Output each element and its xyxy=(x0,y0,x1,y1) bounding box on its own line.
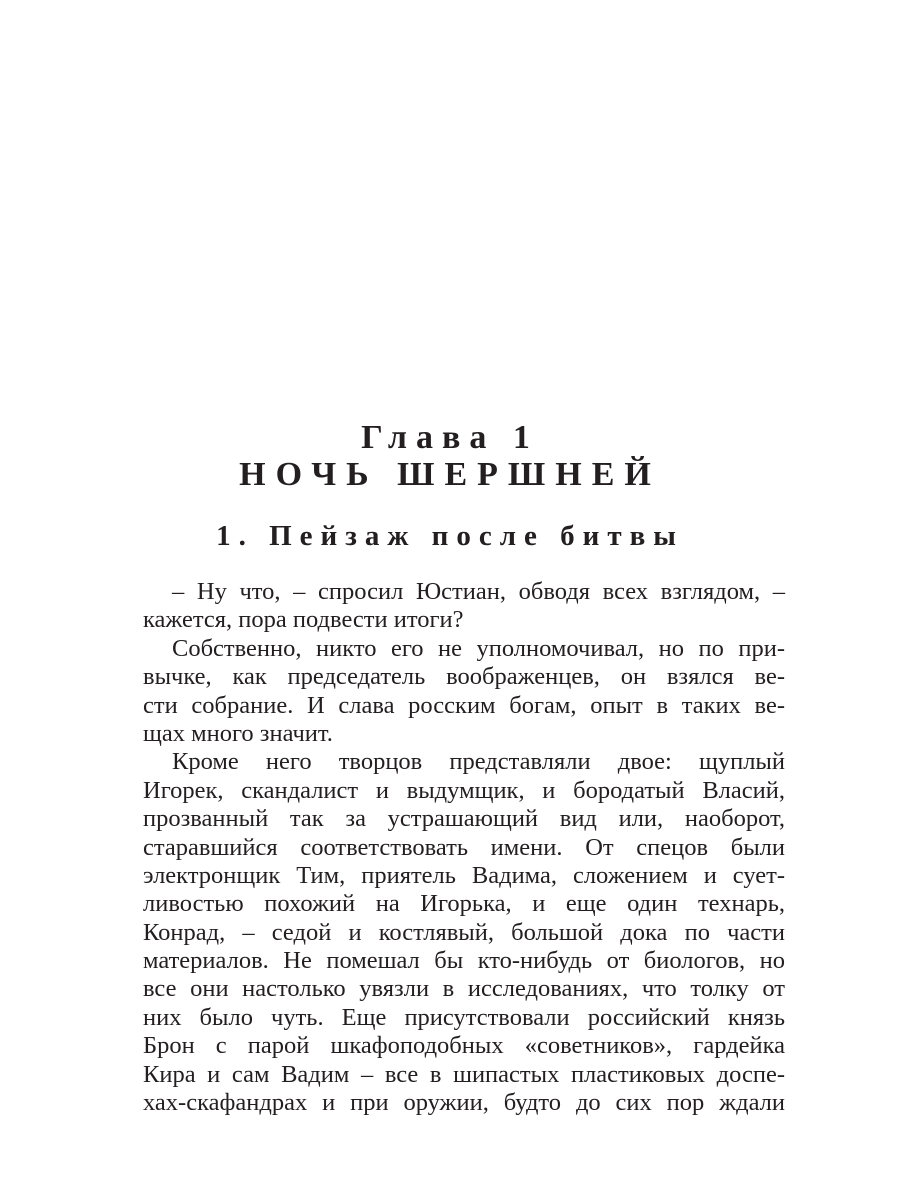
text-line: прозванный так за устрашающий вид или, наоборот, xyxy=(143,805,785,833)
text-line: электронщик Тим, приятель Вадима, сложением и сует- xyxy=(143,861,785,889)
text-line: кажется, пора подвести итоги? xyxy=(143,606,464,634)
text-line: Конрад, – седой и костлявый, большой дока по части xyxy=(143,918,785,946)
text-line: старавшийся соответствовать имени. От спецов были xyxy=(143,833,785,861)
chapter-title: НОЧЬ ШЕРШНЕЙ xyxy=(239,456,661,493)
text-line: материалов. Не помешал бы кто-нибудь от биологов, но xyxy=(143,947,785,975)
text-line: ливостью похожий на Игорька, и еще один технарь, xyxy=(143,890,785,918)
text-line: сти собрание. И слава росским богам, опыт в таких ве- xyxy=(143,691,785,719)
body-text xyxy=(143,578,785,1117)
text-line: Собственно, никто его не уполномочивал, но по при- xyxy=(172,634,785,662)
text-line: вычке, как председатель воображенцев, он взялся ве- xyxy=(143,663,785,691)
text-line: Брон с парой шкафоподобных «советников», гардейка xyxy=(143,1032,785,1060)
text-line: них было чуть. Еще присутствовали российский князь xyxy=(143,1003,785,1031)
text-line: – Ну что, – спросил Юстиан, обводя всех взглядом, – xyxy=(172,578,785,605)
section-title: 1. Пейзаж после битвы xyxy=(216,520,684,552)
chapter-label: Глава 1 xyxy=(361,419,539,456)
text-line: Игорек, скандалист и выдумщик, и бородатый Власий, xyxy=(143,776,785,804)
text-line: Кира и сам Вадим – все в шипастых пластиковых доспе- xyxy=(143,1060,785,1088)
text-line: все они настолько увязли в исследованиях, что толку от xyxy=(143,975,785,1003)
text-line: хах-скафандрах и при оружии, будто до сих пор ждали xyxy=(143,1089,785,1117)
text-line: щах много значит. xyxy=(143,719,333,747)
text-line: Кроме него творцов представляли двое: щуплый xyxy=(172,748,785,776)
